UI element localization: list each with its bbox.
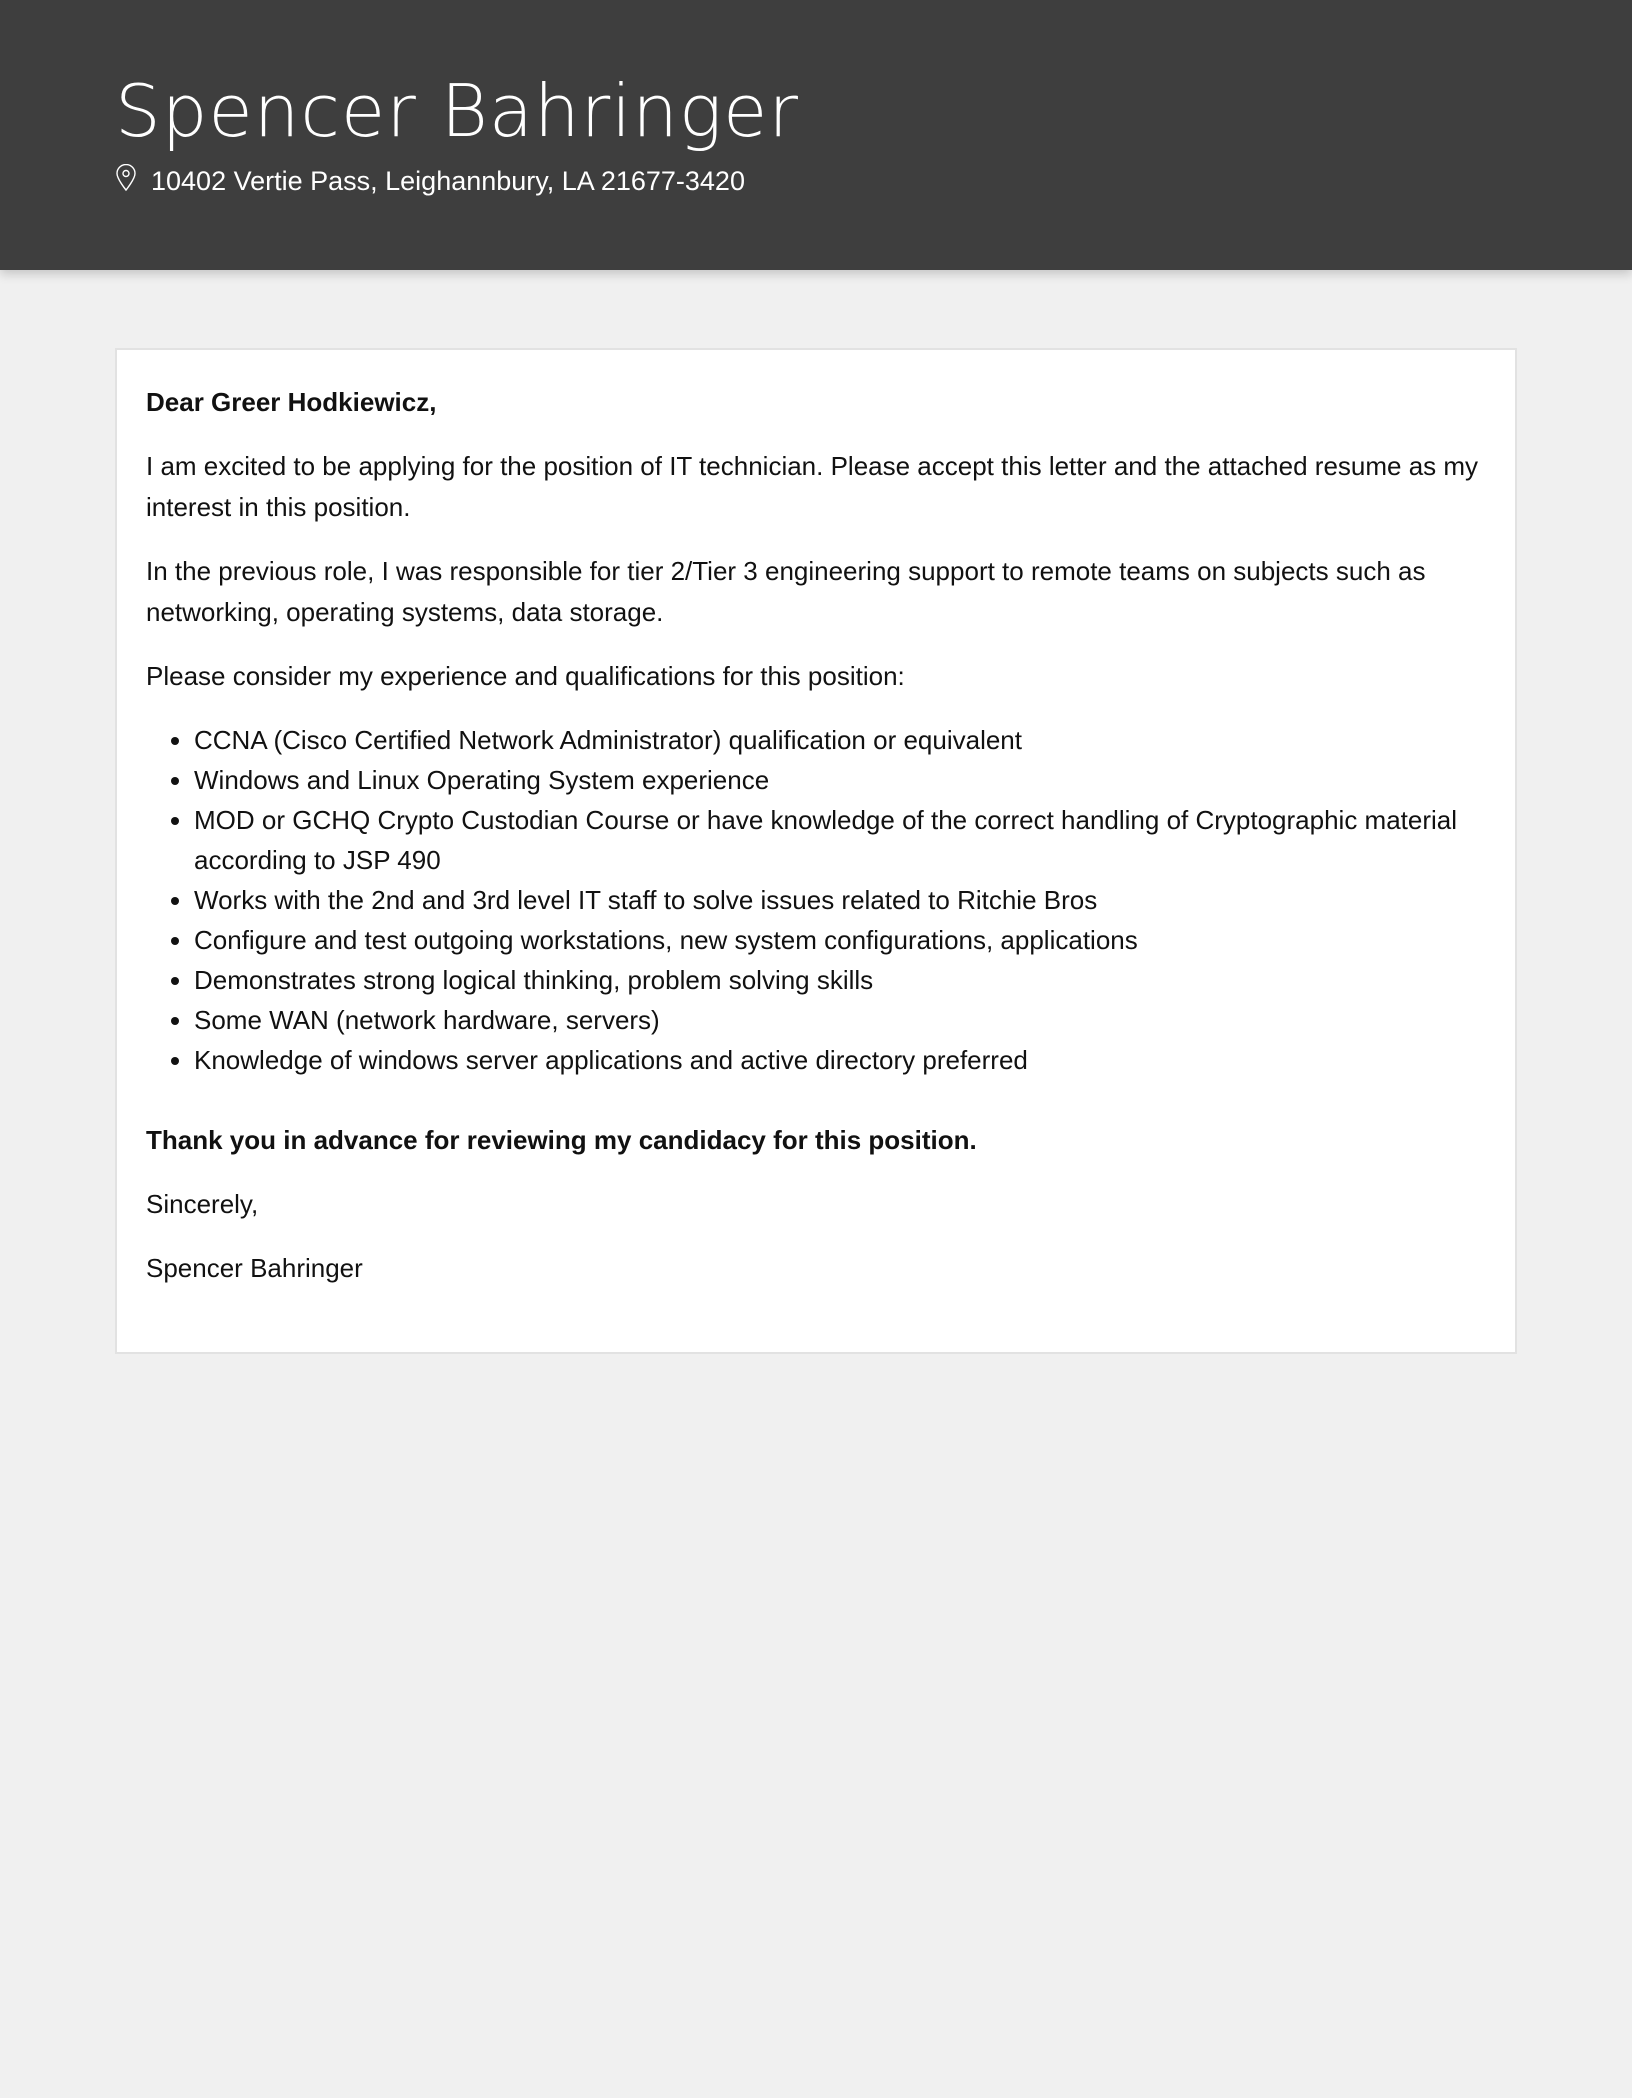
list-item: • Demonstrates strong logical thinking, problem solving skills: [194, 960, 1486, 1000]
cover-letter-card: [115, 348, 1517, 1354]
location-pin-icon: [115, 164, 151, 199]
address-line: [115, 164, 1632, 199]
list-item: • Some WAN (network hardware, servers): [194, 1000, 1486, 1040]
list-item: • Windows and Linux Operating System experience: [194, 760, 1486, 800]
list-item: • MOD or GCHQ Crypto Custodian Course or have knowledge of the correct handling of Cryptographic material according to JSP 490: [194, 800, 1486, 880]
list-item: • CCNA (Cisco Certified Network Administrator) qualification or equivalent: [194, 720, 1486, 760]
closing-statement: Thank you in advance for reviewing my candidacy for this position.: [146, 1125, 977, 1155]
list-item: • Works with the 2nd and 3rd level IT staff to solve issues related to Ritchie Bros: [194, 880, 1486, 920]
salutation: Dear Greer Hodkiewicz,: [146, 387, 437, 417]
signoff: Sincerely,: [146, 1189, 259, 1219]
applicant-name: Spencer Bahringer: [115, 69, 799, 153]
intro-paragraph: I am excited to be applying for the position of IT technician. Please accept this letter and the attached resume as my interest in this position.: [146, 451, 1479, 522]
signature: Spencer Bahringer: [146, 1253, 363, 1283]
address-text: 10402 Vertie Pass, Leighannbury, LA 21677-3420: [151, 166, 745, 196]
header: [0, 0, 1632, 270]
list-item: • Configure and test outgoing workstations, new system configurations, applications: [194, 920, 1486, 960]
list-item: • Knowledge of windows server applications and active directory preferred: [194, 1040, 1486, 1080]
qualifications-list: [146, 720, 1486, 1080]
qualifications-intro: Please consider my experience and qualifications for this position:: [146, 661, 905, 691]
experience-paragraph: In the previous role, I was responsible for tier 2/Tier 3 engineering support to remote teams on subjects such as networking, operating systems, data storage.: [146, 556, 1426, 627]
